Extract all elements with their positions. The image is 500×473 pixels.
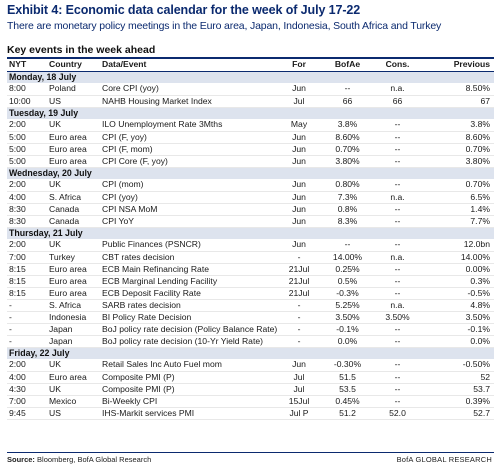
country-cell: Turkey [47, 251, 100, 263]
previous-cell: 53.7 [420, 383, 494, 395]
bofa-cell: 3.8% [320, 119, 375, 131]
previous-cell: 4.8% [420, 299, 494, 311]
table-row [7, 203, 494, 215]
source-note [7, 455, 151, 464]
previous-cell: 52.7 [420, 407, 494, 419]
col-header-nyt: NYT [7, 59, 47, 71]
time-cell: 4:00 [7, 191, 47, 203]
for-cell: 15Jul [278, 395, 320, 407]
for-cell: 21Jul [278, 275, 320, 287]
event-cell: NAHB Housing Market Index [100, 95, 278, 107]
col-header-previous: Previous [420, 59, 494, 71]
for-cell: - [278, 299, 320, 311]
time-cell: 7:00 [7, 395, 47, 407]
bofa-cell: 53.5 [320, 383, 375, 395]
for-cell: Jun [278, 203, 320, 215]
table-row [7, 119, 494, 131]
table-row [7, 335, 494, 347]
event-cell: CPI YoY [100, 215, 278, 227]
for-cell: - [278, 323, 320, 335]
day-header-row [7, 347, 494, 359]
table-row [7, 155, 494, 167]
time-cell: 8:30 [7, 203, 47, 215]
event-cell: BI Policy Rate Decision [100, 311, 278, 323]
bofa-cell: 8.3% [320, 215, 375, 227]
table-row [7, 215, 494, 227]
day-label: Tuesday, 19 July [7, 107, 494, 119]
event-cell: BoJ policy rate decision (10-Yr Yield Rate) [100, 335, 278, 347]
event-cell: IHS-Markit services PMI [100, 407, 278, 419]
country-cell: Euro area [47, 131, 100, 143]
col-header-event: Data/Event [100, 59, 278, 71]
cons-cell: -- [375, 155, 420, 167]
country-cell: Canada [47, 203, 100, 215]
bottom-rule [7, 452, 494, 453]
time-cell: - [7, 299, 47, 311]
previous-cell: 8.60% [420, 131, 494, 143]
previous-cell: 0.70% [420, 143, 494, 155]
time-cell: - [7, 335, 47, 347]
for-cell: Jun [278, 239, 320, 251]
research-credit: BofA GLOBAL RESEARCH [396, 455, 492, 464]
time-cell: 9:45 [7, 407, 47, 419]
bofa-cell: 14.00% [320, 251, 375, 263]
for-cell: Jun [278, 143, 320, 155]
time-cell: 5:00 [7, 131, 47, 143]
for-cell: Jul [278, 95, 320, 107]
bofa-cell: 0.25% [320, 263, 375, 275]
cons-cell: -- [375, 119, 420, 131]
time-cell: - [7, 311, 47, 323]
for-cell: Jun [278, 359, 320, 371]
table-row [7, 359, 494, 371]
for-cell: Jun [278, 83, 320, 95]
event-cell: ECB Marginal Lending Facility [100, 275, 278, 287]
table-row [7, 371, 494, 383]
table-row [7, 239, 494, 251]
bofa-cell: 3.80% [320, 155, 375, 167]
table-row [7, 383, 494, 395]
previous-cell: 12.0bn [420, 239, 494, 251]
country-cell: S. Africa [47, 299, 100, 311]
time-cell: 2:00 [7, 239, 47, 251]
col-header-bofa: BofAe [320, 59, 375, 71]
col-header-country: Country [47, 59, 100, 71]
table-row [7, 179, 494, 191]
time-cell: 4:30 [7, 383, 47, 395]
bofa-cell: 0.0% [320, 335, 375, 347]
bofa-cell: 51.5 [320, 371, 375, 383]
bofa-cell: 0.8% [320, 203, 375, 215]
country-cell: UK [47, 179, 100, 191]
day-header-row [7, 71, 494, 83]
country-cell: Japan [47, 335, 100, 347]
previous-cell: 6.5% [420, 191, 494, 203]
cons-cell: -- [375, 359, 420, 371]
country-cell: UK [47, 383, 100, 395]
time-cell: 5:00 [7, 155, 47, 167]
for-cell: 21Jul [278, 287, 320, 299]
event-cell: Composite PMI (P) [100, 383, 278, 395]
previous-cell: 3.80% [420, 155, 494, 167]
country-cell: UK [47, 359, 100, 371]
cons-cell: -- [375, 131, 420, 143]
previous-cell: 0.00% [420, 263, 494, 275]
bofa-cell: 3.50% [320, 311, 375, 323]
time-cell: 2:00 [7, 359, 47, 371]
day-label: Wednesday, 20 July [7, 167, 494, 179]
table-row [7, 311, 494, 323]
previous-cell: 14.00% [420, 251, 494, 263]
bofa-cell: 8.60% [320, 131, 375, 143]
table-row [7, 191, 494, 203]
bofa-cell: 0.45% [320, 395, 375, 407]
cons-cell: -- [375, 263, 420, 275]
previous-cell: 0.3% [420, 275, 494, 287]
previous-cell: -0.50% [420, 359, 494, 371]
country-cell: UK [47, 119, 100, 131]
day-label: Friday, 22 July [7, 347, 494, 359]
country-cell: Poland [47, 83, 100, 95]
table-row [7, 395, 494, 407]
table-row [7, 83, 494, 95]
country-cell: Mexico [47, 395, 100, 407]
country-cell: Indonesia [47, 311, 100, 323]
for-cell: Jun [278, 131, 320, 143]
event-cell: Bi-Weekly CPI [100, 395, 278, 407]
table-row [7, 323, 494, 335]
cons-cell: -- [375, 143, 420, 155]
time-cell: 8:15 [7, 275, 47, 287]
bofa-cell: 0.80% [320, 179, 375, 191]
bofa-cell: 0.70% [320, 143, 375, 155]
bofa-cell: -- [320, 239, 375, 251]
previous-cell: 1.4% [420, 203, 494, 215]
cons-cell: -- [375, 383, 420, 395]
bofa-cell: 51.2 [320, 407, 375, 419]
table-row [7, 287, 494, 299]
for-cell: - [278, 251, 320, 263]
table-row [7, 143, 494, 155]
time-cell: 8:00 [7, 83, 47, 95]
event-cell: CPI (mom) [100, 179, 278, 191]
for-cell: Jun [278, 155, 320, 167]
time-cell: - [7, 323, 47, 335]
for-cell: Jul P [278, 407, 320, 419]
cons-cell: -- [375, 323, 420, 335]
exhibit-title: Exhibit 4: Economic data calendar for the week of July 17-22 [7, 3, 361, 17]
for-cell: May [278, 119, 320, 131]
cons-cell: -- [375, 395, 420, 407]
bofa-cell: 5.25% [320, 299, 375, 311]
previous-cell: 3.50% [420, 311, 494, 323]
cons-cell: n.a. [375, 83, 420, 95]
for-cell: Jul [278, 383, 320, 395]
country-cell: UK [47, 239, 100, 251]
country-cell: Japan [47, 323, 100, 335]
cons-cell: -- [375, 287, 420, 299]
time-cell: 7:00 [7, 251, 47, 263]
event-cell: Composite PMI (P) [100, 371, 278, 383]
cons-cell: -- [375, 335, 420, 347]
for-cell: 21Jul [278, 263, 320, 275]
table-row [7, 251, 494, 263]
table-row [7, 299, 494, 311]
event-cell: CBT rates decision [100, 251, 278, 263]
calendar-table [7, 59, 494, 420]
event-cell: ECB Main Refinancing Rate [100, 263, 278, 275]
country-cell: Euro area [47, 371, 100, 383]
country-cell: Euro area [47, 143, 100, 155]
previous-cell: 7.7% [420, 215, 494, 227]
event-cell: Public Finances (PSNCR) [100, 239, 278, 251]
table-row [7, 263, 494, 275]
country-cell: US [47, 95, 100, 107]
cons-cell: -- [375, 239, 420, 251]
country-cell: Canada [47, 215, 100, 227]
bofa-cell: -0.3% [320, 287, 375, 299]
exhibit-subtitle: There are monetary policy meetings in the Euro area, Japan, Indonesia, South Africa and Turkey [7, 20, 442, 32]
country-cell: Euro area [47, 275, 100, 287]
cons-cell: 66 [375, 95, 420, 107]
exhibit-header [0, 0, 500, 40]
event-cell: SARB rates decision [100, 299, 278, 311]
calendar-body [7, 71, 494, 419]
previous-cell: 8.50% [420, 83, 494, 95]
table-header-row [7, 59, 494, 71]
bofa-cell: -0.1% [320, 323, 375, 335]
time-cell: 4:00 [7, 371, 47, 383]
event-cell: CPI NSA MoM [100, 203, 278, 215]
cons-cell: n.a. [375, 191, 420, 203]
cons-cell: n.a. [375, 299, 420, 311]
day-header-row [7, 167, 494, 179]
event-cell: Core CPI (yoy) [100, 83, 278, 95]
event-cell: ILO Unemployment Rate 3Mths [100, 119, 278, 131]
section-title: Key events in the week ahead [7, 44, 156, 56]
col-header-for: For [278, 59, 320, 71]
event-cell: BoJ policy rate decision (Policy Balance Rate) [102, 323, 278, 334]
bofa-cell: 66 [320, 95, 375, 107]
bofa-cell: -0.30% [320, 359, 375, 371]
event-cell: CPI (F, yoy) [100, 131, 278, 143]
time-cell: 10:00 [7, 95, 47, 107]
bofa-cell: -- [320, 83, 375, 95]
for-cell: Jun [278, 179, 320, 191]
cons-cell: 3.50% [375, 311, 420, 323]
day-header-row [7, 227, 494, 239]
event-cell: CPI (F, mom) [100, 143, 278, 155]
for-cell: Jun [278, 215, 320, 227]
time-cell: 5:00 [7, 143, 47, 155]
time-cell: 2:00 [7, 119, 47, 131]
cons-cell: -- [375, 215, 420, 227]
time-cell: 8:15 [7, 287, 47, 299]
time-cell: 2:00 [7, 179, 47, 191]
event-cell: CPI Core (F, yoy) [100, 155, 278, 167]
table-row [7, 407, 494, 419]
previous-cell: -0.5% [420, 287, 494, 299]
day-header-row [7, 107, 494, 119]
for-cell: - [278, 335, 320, 347]
previous-cell: -0.1% [420, 323, 494, 335]
cons-cell: -- [375, 179, 420, 191]
time-cell: 8:15 [7, 263, 47, 275]
table-row [7, 95, 494, 107]
previous-cell: 3.8% [420, 119, 494, 131]
bofa-cell: 0.5% [320, 275, 375, 287]
previous-cell: 0.0% [420, 335, 494, 347]
previous-cell: 0.39% [420, 395, 494, 407]
event-cell: ECB Deposit Facility Rate [100, 287, 278, 299]
previous-cell: 0.70% [420, 179, 494, 191]
cons-cell: -- [375, 371, 420, 383]
country-cell: S. Africa [47, 191, 100, 203]
col-header-cons: Cons. [375, 59, 420, 71]
table-row [7, 131, 494, 143]
previous-cell: 67 [420, 95, 494, 107]
previous-cell: 52 [420, 371, 494, 383]
for-cell: Jun [278, 191, 320, 203]
cons-cell: 52.0 [375, 407, 420, 419]
country-cell: US [47, 407, 100, 419]
country-cell: Euro area [47, 287, 100, 299]
for-cell: - [278, 311, 320, 323]
source-label: Source: [7, 455, 35, 464]
time-cell: 8:30 [7, 215, 47, 227]
day-label: Thursday, 21 July [7, 227, 494, 239]
event-cell: Retail Sales Inc Auto Fuel mom [100, 359, 278, 371]
cons-cell: -- [375, 275, 420, 287]
table-row [7, 275, 494, 287]
event-cell: CPI (yoy) [100, 191, 278, 203]
cons-cell: -- [375, 203, 420, 215]
for-cell: Jul [278, 371, 320, 383]
cons-cell: n.a. [375, 251, 420, 263]
country-cell: Euro area [47, 263, 100, 275]
source-text: Bloomberg, BofA Global Research [37, 455, 152, 464]
country-cell: Euro area [47, 155, 100, 167]
bofa-cell: 7.3% [320, 191, 375, 203]
day-label: Monday, 18 July [7, 71, 494, 83]
